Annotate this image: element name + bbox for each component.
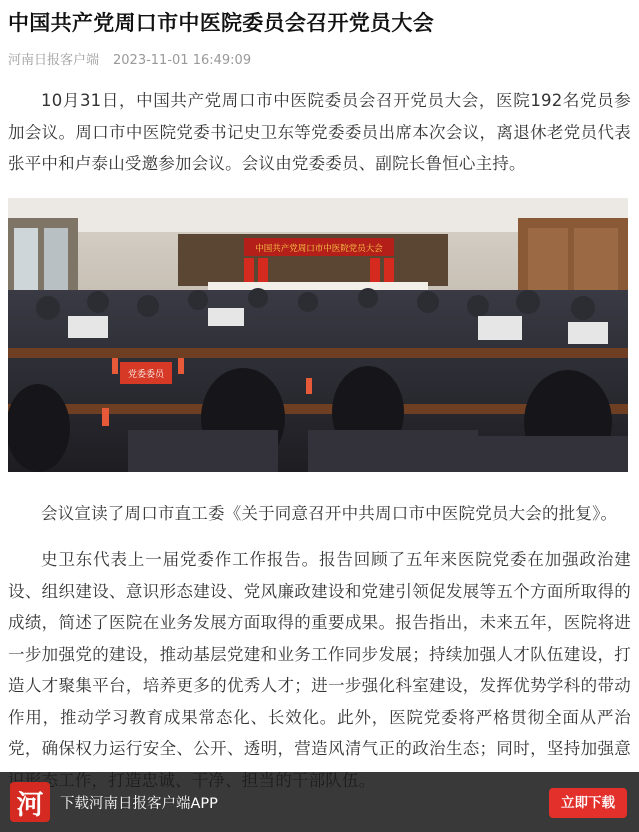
article-timestamp: 2023-11-01 16:49:09 xyxy=(113,53,252,68)
article-title: 中国共产党周口市中医院委员会召开党员大会 xyxy=(8,11,434,35)
photo-banner-text: 中国共产党周口市中医院党员大会 xyxy=(255,243,383,254)
app-download-banner[interactable] xyxy=(0,772,639,832)
download-now-button[interactable]: 立即下载 xyxy=(549,788,627,818)
article-paragraph: 会议宣读了周口市直工委《关于同意召开中共周口市中医院党员大会的批复》。 xyxy=(41,503,618,523)
article-paragraph: 史卫东代表上一届党委作工作报告。报告回顾了五年来医院党委在加强政治建设、组织建设、意识形态建设、党风廉政建设和党建引领促发展等五个方面所取得的成绩，简述了医院在业务发展方面取得的重要成果。报告指出，未来五年，医院将进一步加强党的建设，推动基层党建和业务工作同步发展；持续加强人才队伍建设，打造人才聚集平台，培养更多的优秀人才；进一步强化科室建设，发挥优势学科的带动作用，推动学习教育成果常态化、长效化。此外，医院党委将严格贯彻全面从严治党，确保权力运行安全、公开、透明，营造风清气正的政治生态；同时，坚持加强意 xyxy=(8,550,631,758)
app-logo-icon: 河 xyxy=(10,782,50,822)
article-paragraph: 10月31日，中国共产党周口市中医院委员会召开党员大会，医院192名党员参加会议。周口市中医院党委书记史卫东等党委委员出席本次会议，离退休老党员代表张平中和卢泰山受邀参加会议。会议由党委委员、副院长鲁恒心主持。 xyxy=(8,91,631,173)
article-meta xyxy=(8,52,631,70)
article xyxy=(0,8,639,796)
app-download-text[interactable]: 下载河南日报客户端APP xyxy=(60,795,218,812)
meeting-photo[interactable] xyxy=(8,198,628,472)
photo-placard-text: 党委委员 xyxy=(127,369,165,380)
article-source[interactable]: 河南日报客户端 xyxy=(8,53,100,68)
